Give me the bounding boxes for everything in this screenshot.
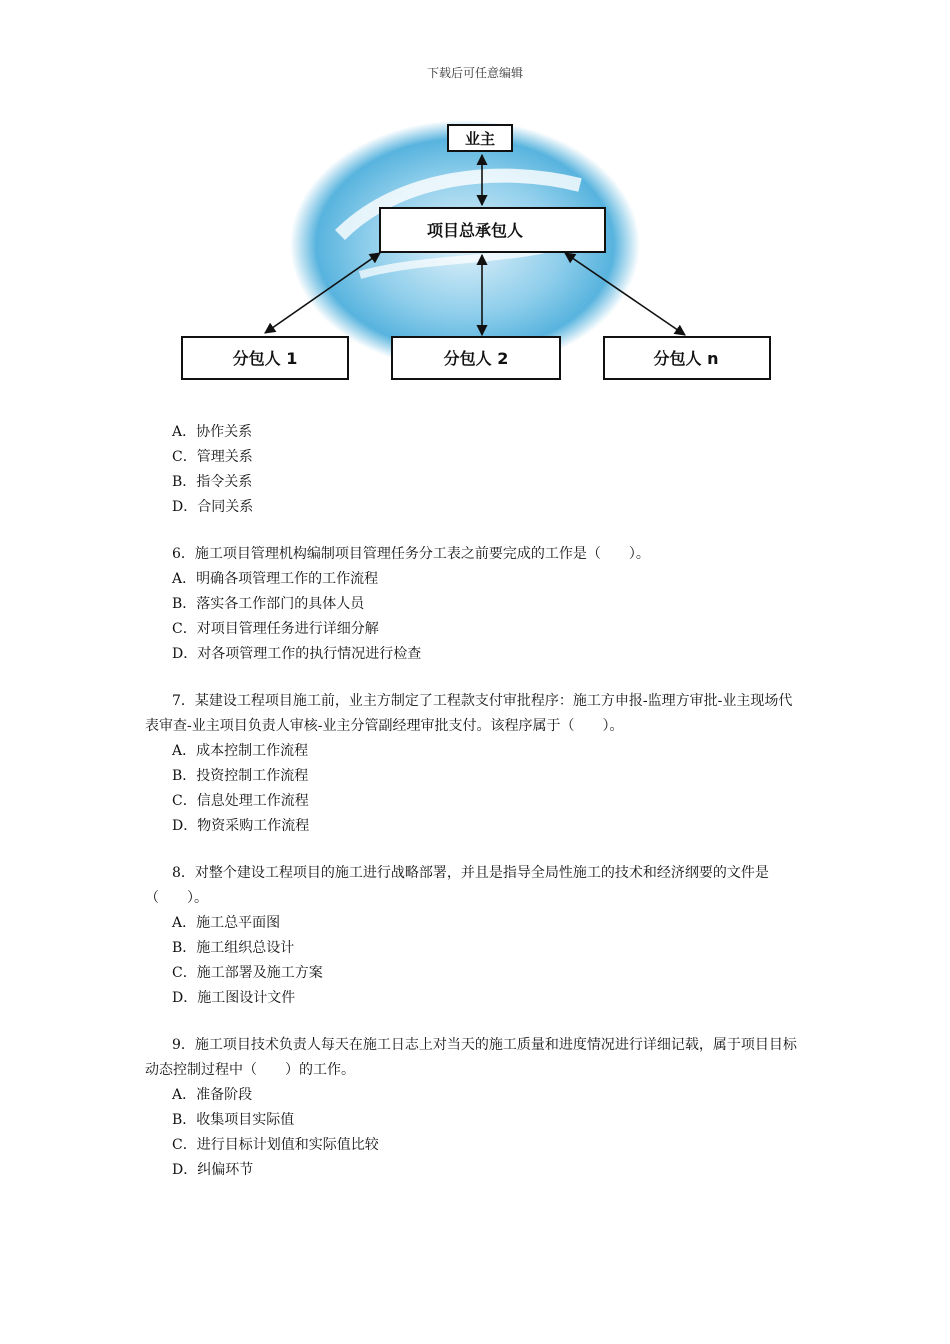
subcontractor-2-label: 分包人 2 — [443, 349, 509, 368]
option-8d: D．施工图设计文件 — [172, 990, 296, 1006]
option-6c: C．对项目管理任务进行详细分解 — [172, 621, 379, 637]
option-9b: B．收集项目实际值 — [172, 1112, 295, 1128]
general-contractor-label: 项目总承包人 — [426, 221, 524, 240]
option-5a: A．协作关系 — [172, 424, 253, 440]
option-8c: C．施工部署及施工方案 — [172, 965, 323, 981]
option-6a: A．明确各项管理工作的工作流程 — [172, 571, 379, 587]
option-7d: D．物资采购工作流程 — [172, 818, 310, 834]
option-7c: C．信息处理工作流程 — [172, 793, 309, 809]
option-7a: A．成本控制工作流程 — [172, 743, 309, 759]
option-8a: A．施工总平面图 — [172, 915, 281, 931]
option-6b: B．落实各工作部门的具体人员 — [172, 596, 365, 612]
option-8b: B．施工组织总设计 — [172, 940, 295, 956]
question-5-options — [145, 420, 805, 520]
page-header: 下载后可任意编辑 — [426, 66, 523, 80]
question-8-stem: 8．对整个建设工程项目的施工进行战略部署，并且是指导全局性施工的技术和经济纲要的文件是（ ）。 — [145, 865, 769, 906]
subcontractor-n-label: 分包人 n — [653, 349, 719, 368]
question-7-stem: 7．某建设工程项目施工前，业主方制定了工程款支付审批程序：施工方申报-监理方审批-业主现场代表审查-业主项目负责人审核-业主分管副经理审批支付。该程序属于（ ）。 — [145, 693, 793, 734]
question-9 — [145, 1033, 805, 1183]
contract-structure-diagram — [170, 115, 790, 390]
question-6 — [145, 542, 805, 667]
question-6-stem: 6．施工项目管理机构编制项目管理任务分工表之前要完成的工作是（ ）。 — [172, 546, 650, 562]
question-8 — [145, 861, 805, 1011]
question-content — [145, 420, 805, 1183]
option-6d: D．对各项管理工作的执行情况进行检查 — [172, 646, 422, 662]
option-7b: B．投资控制工作流程 — [172, 768, 309, 784]
option-9c: C．进行目标计划值和实际值比较 — [172, 1137, 379, 1153]
question-7 — [145, 689, 805, 839]
option-9d: D．纠偏环节 — [172, 1162, 254, 1178]
option-5b: B．指令关系 — [172, 474, 253, 490]
owner-label: 业主 — [464, 130, 496, 148]
option-5c: C．管理关系 — [172, 449, 253, 465]
option-9a: A．准备阶段 — [172, 1087, 253, 1103]
question-9-stem: 9．施工项目技术负责人每天在施工日志上对当天的施工质量和进度情况进行详细记载，属于项目目标动态控制过程中（ ）的工作。 — [145, 1037, 797, 1078]
option-5d: D．合同关系 — [172, 499, 254, 515]
subcontractor-1-label: 分包人 1 — [232, 349, 298, 368]
